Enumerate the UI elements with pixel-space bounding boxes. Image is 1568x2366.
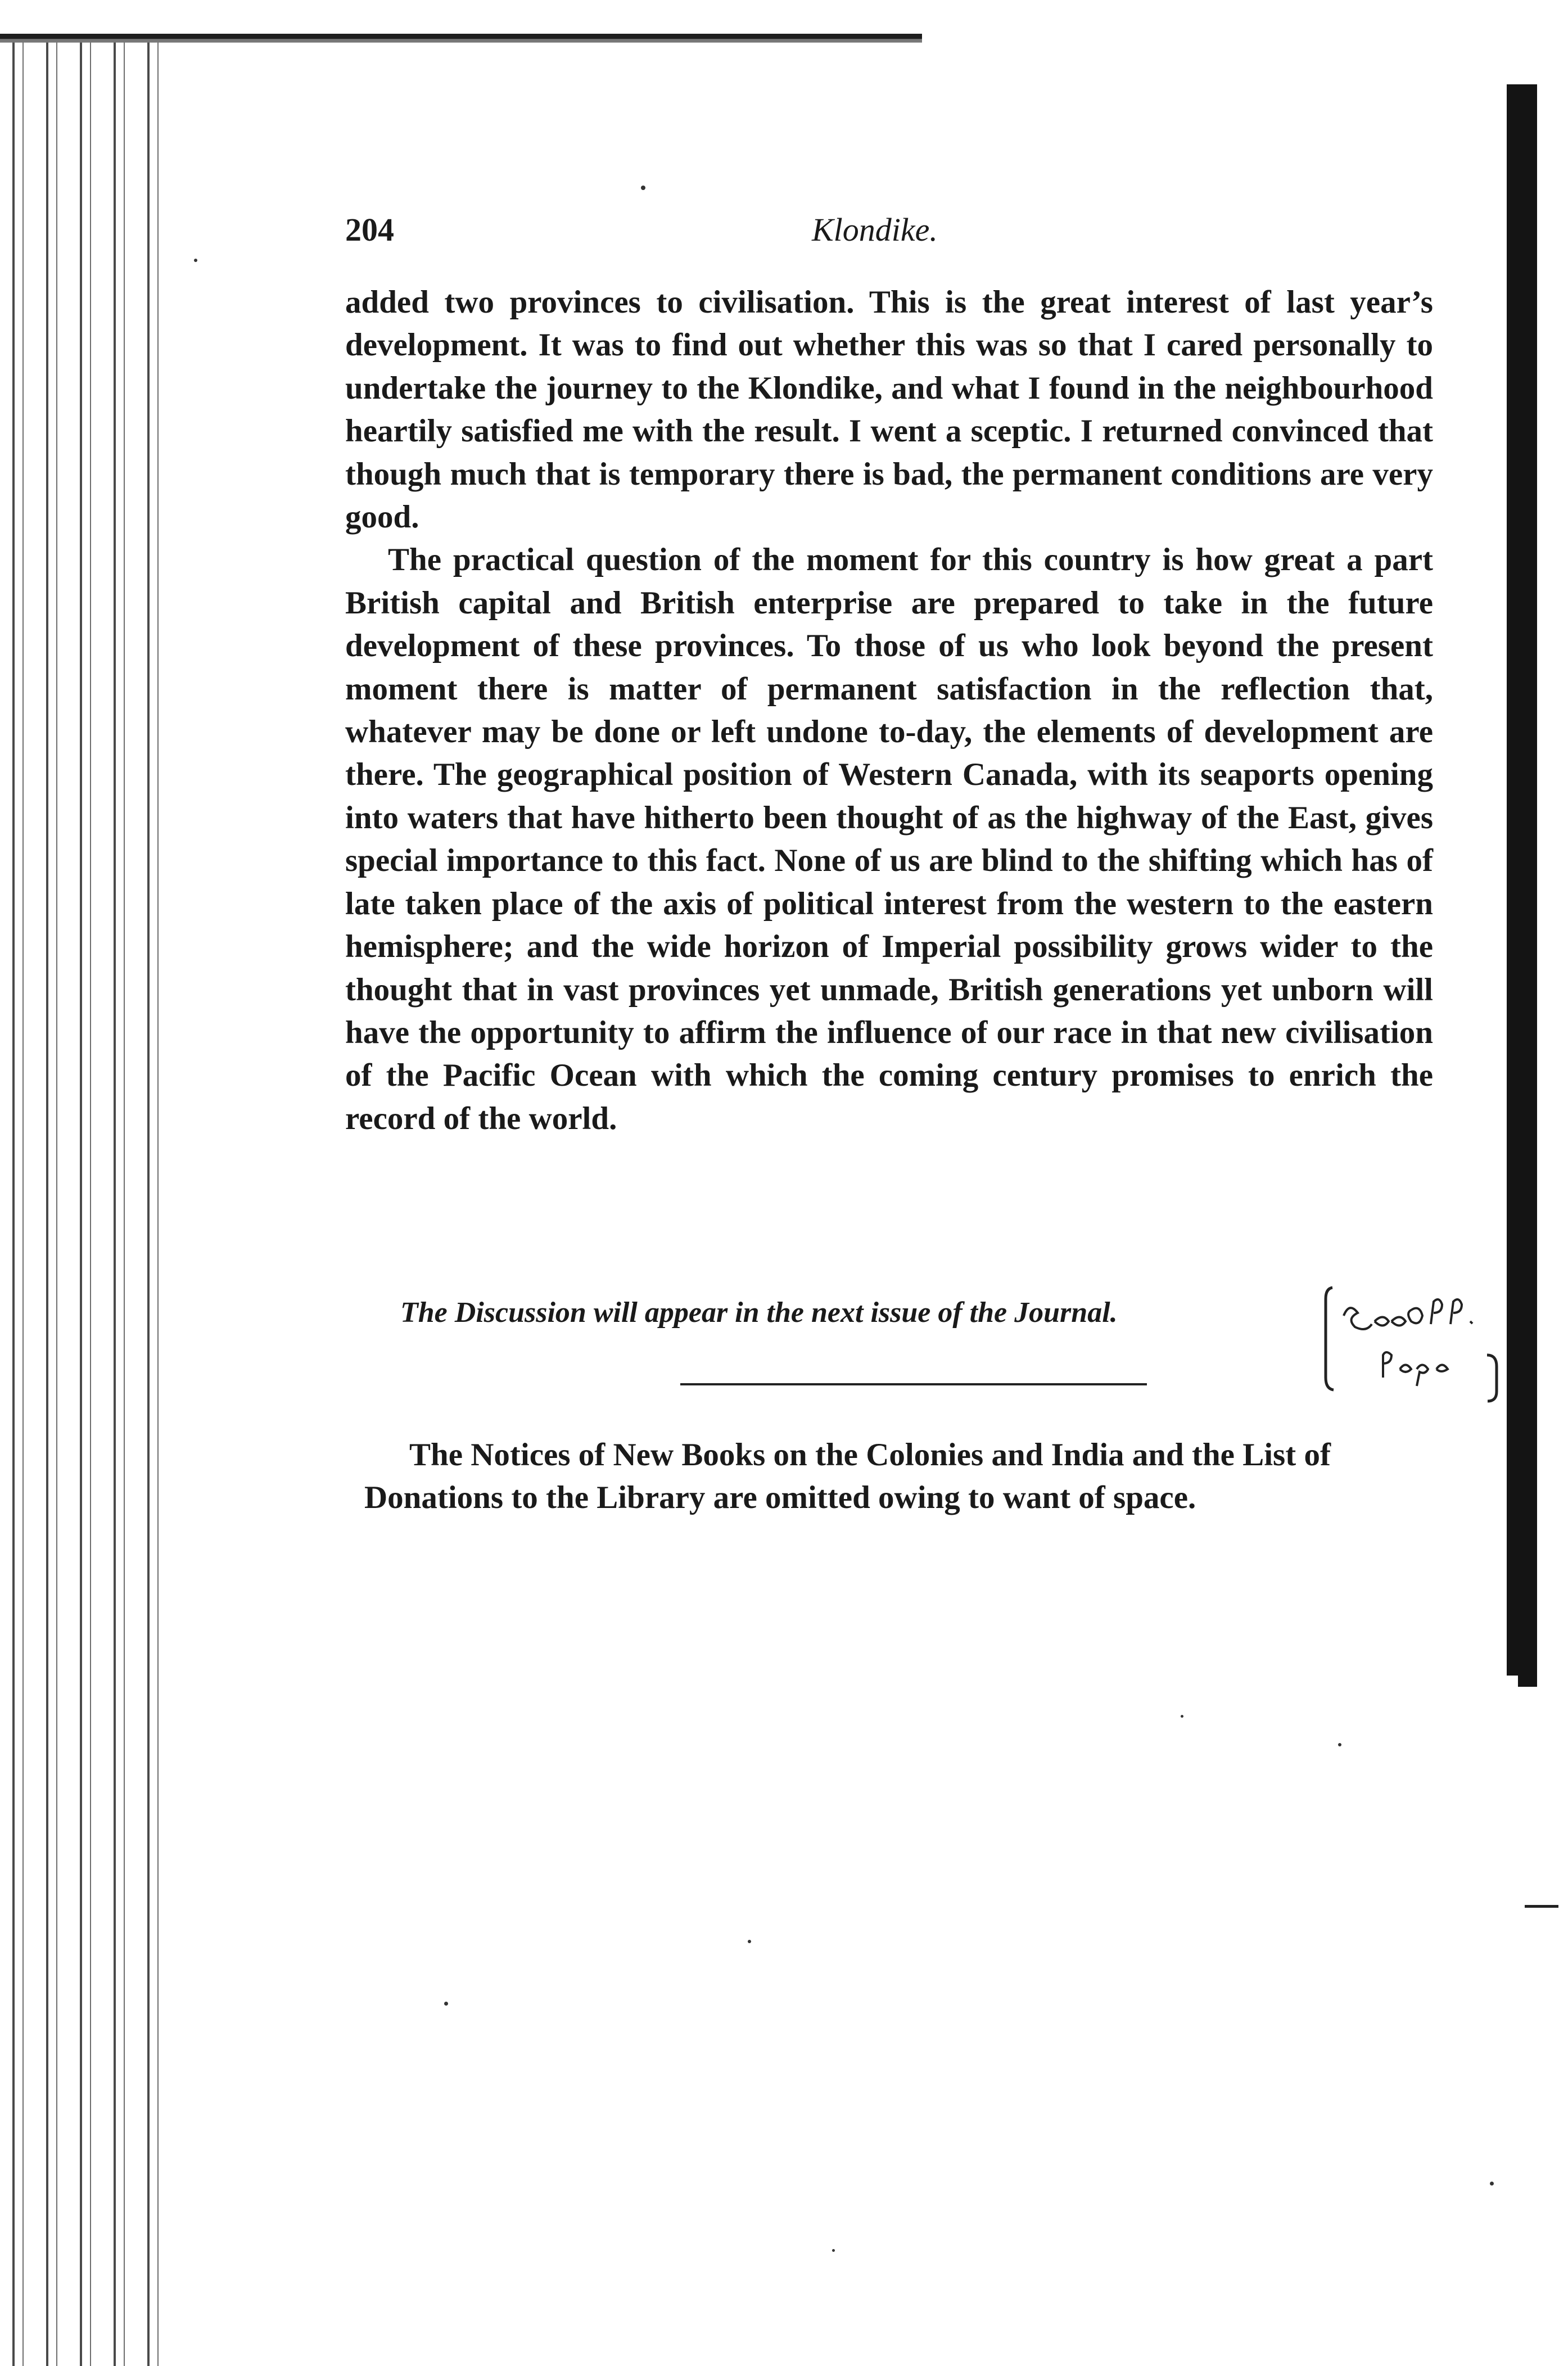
scan-binding-edge (0, 34, 169, 2366)
section-divider (680, 1383, 1147, 1385)
scan-speck (832, 2249, 835, 2252)
scan-right-edge (1507, 84, 1537, 1676)
running-head (345, 211, 1425, 250)
notice: The Notices of New Books on the Colonies and India and the List of Donations to the Library are omitted owing to want of space. (364, 1437, 1331, 1515)
handwritten-annotation (1316, 1276, 1518, 1406)
body-text (345, 281, 1433, 1140)
scan-speck (194, 259, 197, 262)
paragraph: added two provinces to civilisation. This is the great interest of last year’s development. It was to find out whether this was so that I cared personally to undertake the journey to the Klondike, and what I found in the neighbourhood heartily satisfied me with the result. I went a sceptic. I returned convinced that though much that is temporary there is bad, the permanent conditions are very good. (345, 285, 1433, 535)
scan-top-rule (0, 34, 922, 48)
scan-speck (1181, 1715, 1183, 1718)
scan-speck (641, 186, 645, 190)
running-title: Klondike. (812, 211, 938, 248)
scan-speck (1490, 2182, 1494, 2186)
scan-margin-mark (1525, 1905, 1558, 1908)
discussion-note: The Discussion will appear in the next issue of the Journal. (400, 1297, 1118, 1329)
paragraph: The practical question of the moment for this country is how great a part British capital and British enterprise are prepared to take in the future development of these provinces. To those of us who look beyond the present moment there is matter of permanent satisfaction in the reflection that, whatever may be done or left undone to-day, the elements of development are there. The geographical position of Western Canada, with its seaports opening into waters that have hitherto been thought of as the highway of the East, gives special importance to this fact. None of us are blind to the shifting which has of late taken place of the axis of political interest from the western to the eastern hemisphere; and the wide horizon of Imperial possibility grows wider to the thought that in vast provinces yet unmade, British generations yet unborn will have the opportunity to affirm the influence of our race in that new civilisation of the Pacific Ocean with which the coming century promises to enrich the record of the world. (345, 542, 1433, 1136)
page-number: 204 (345, 211, 394, 248)
scan-speck (444, 2002, 448, 2006)
scan-speck (1338, 1743, 1341, 1746)
scan-speck (748, 1940, 751, 1943)
scan-right-edge-tail (1518, 1676, 1537, 1687)
